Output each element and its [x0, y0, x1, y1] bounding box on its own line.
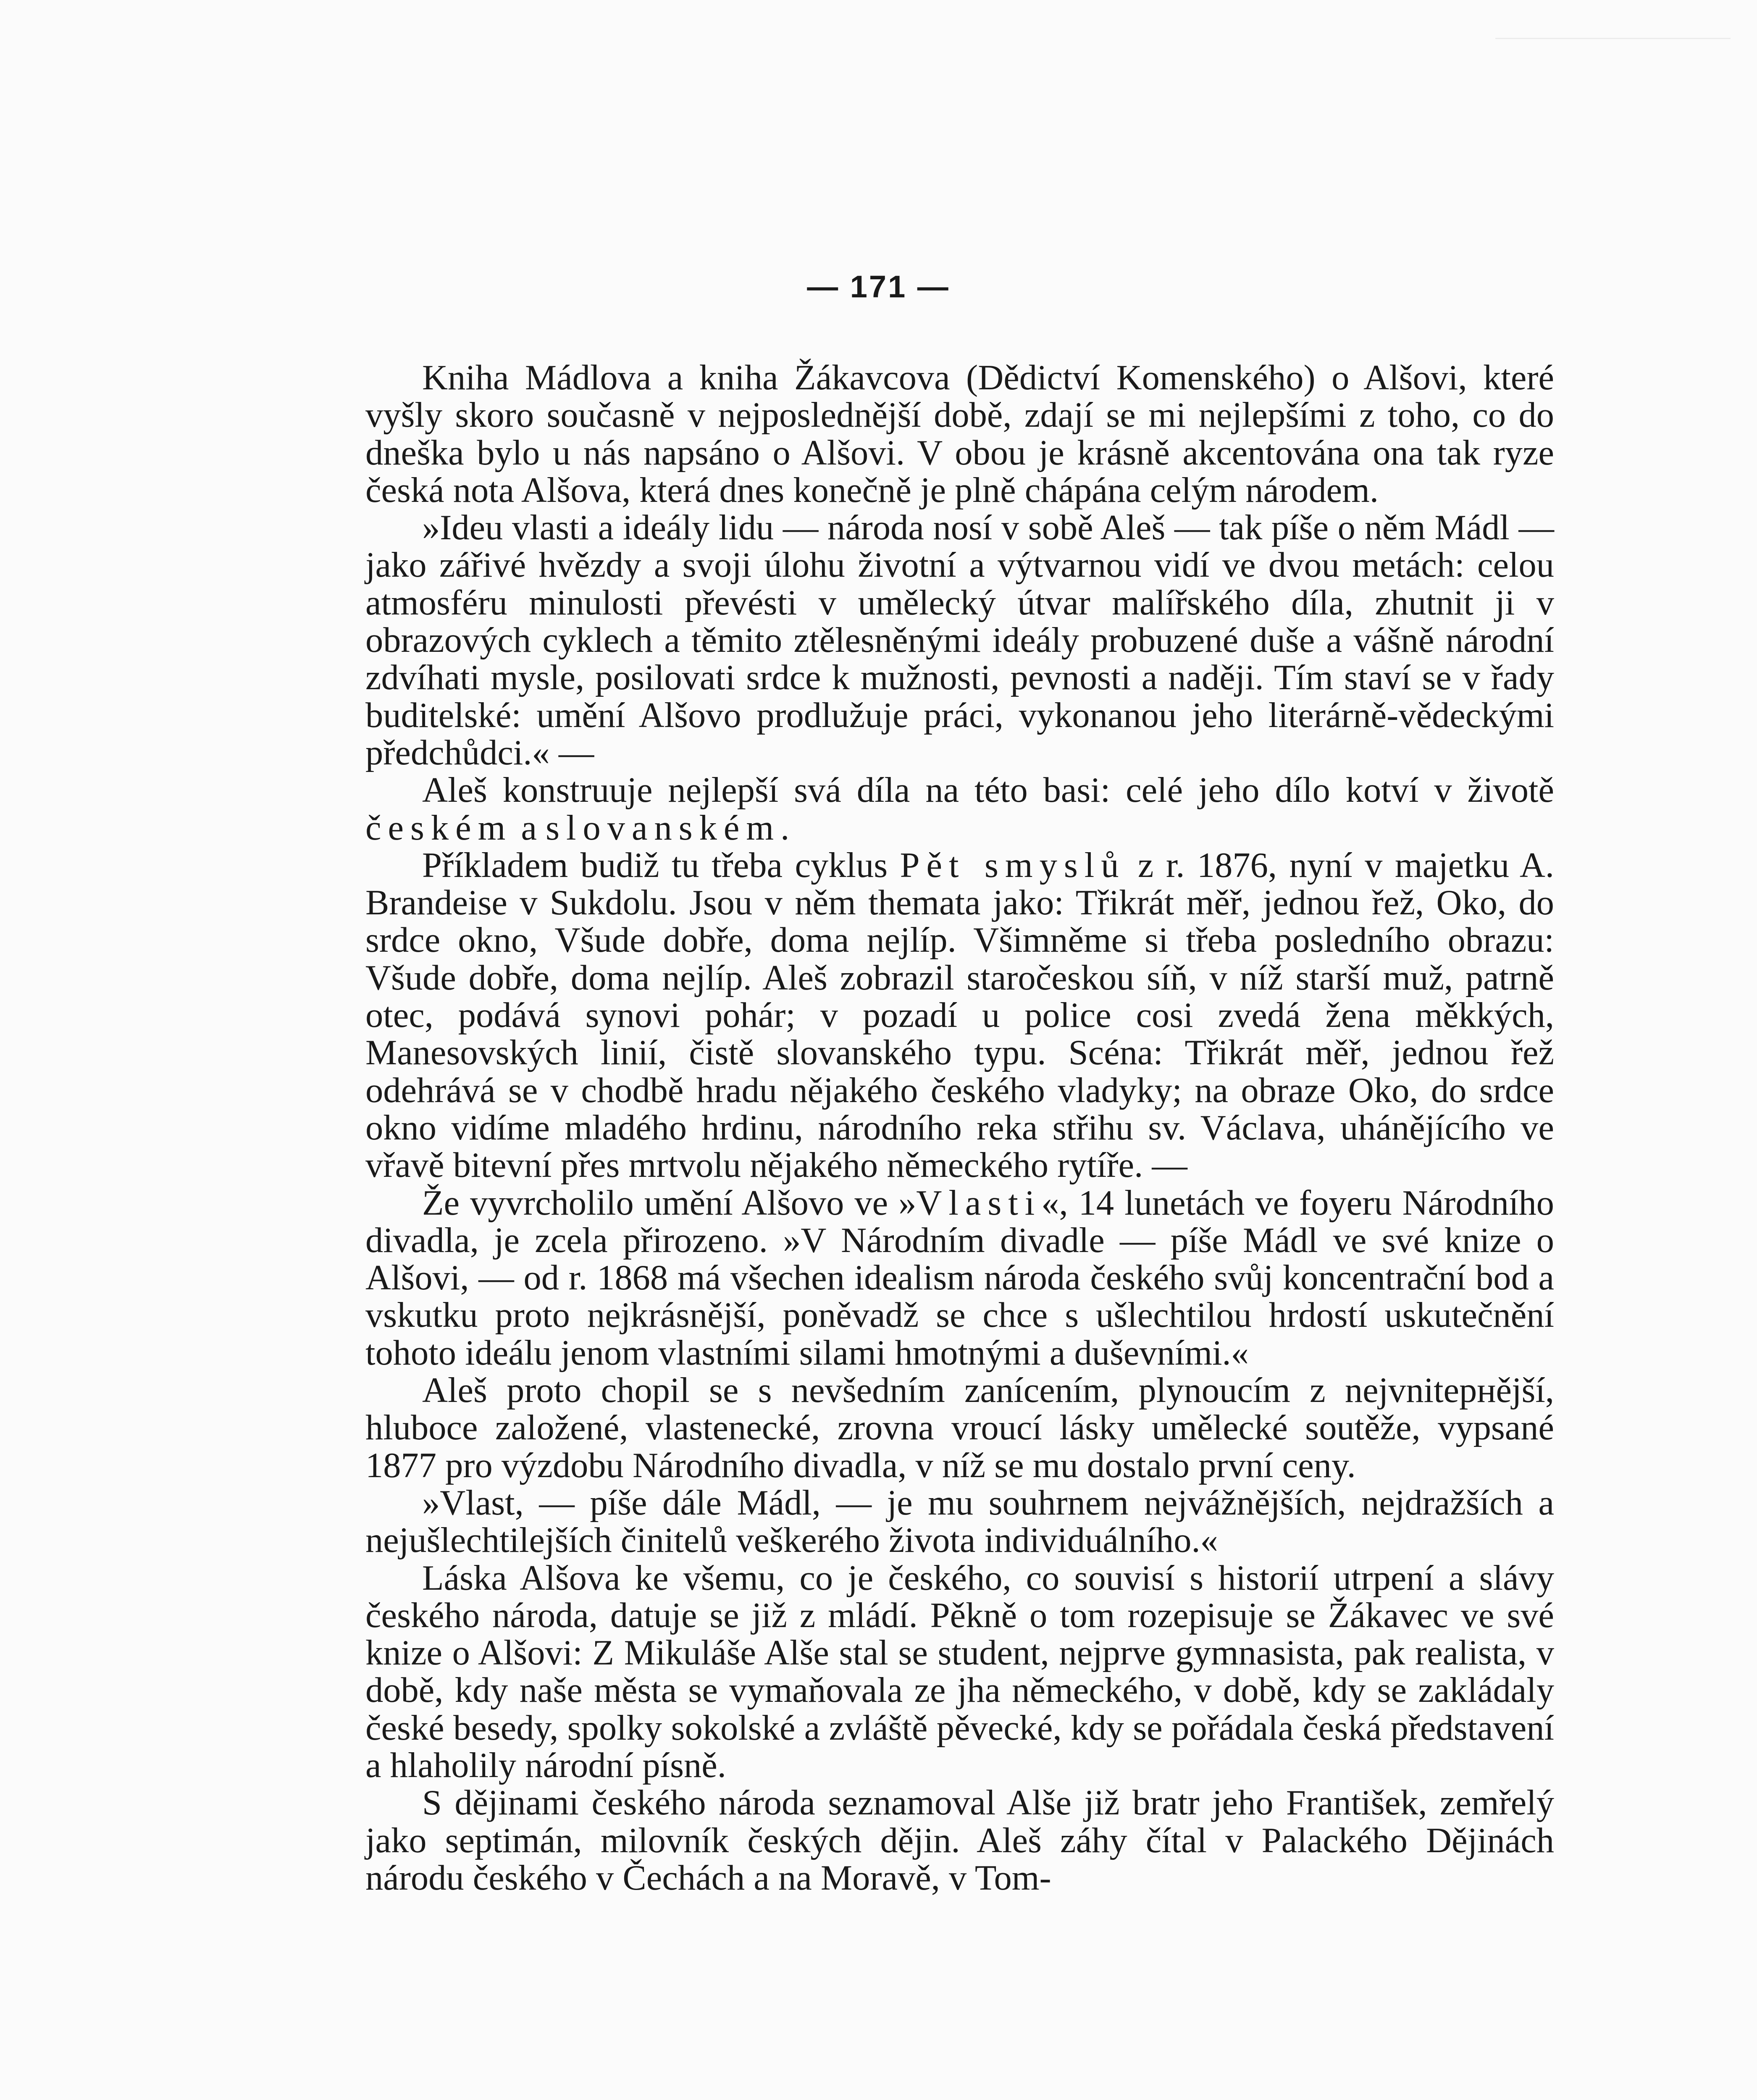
- paragraph-9: S dějinami českého národa seznamoval Alše již bratr jeho František, zemřelý jako septimán, milovník českých dějin. Aleš záhy čítal v Palackého Dějinách národu českého v Čechách a na Moravě, v Tom-: [365, 1783, 1554, 1898]
- paragraph-5-text-before: Že vyvrcholilo umění Alšovo ve »: [422, 1183, 917, 1223]
- paragraph-3: [365, 772, 1554, 847]
- paragraph-6: Aleš proto chopil se s nevšedním zanícením, plynoucím z nejvnitернější, hluboce založené, vlastenecké, zrovna vroucí lásky umělecké soutěže, vypsané 1877 pro výzdobu Národního divadla, v níž se mu dostalo první ceny.: [365, 1371, 1554, 1485]
- paragraph-4-text-after: z r. 1876, nyní v majetku A. Brandeise v Sukdolu. Jsou v něm themata jako: Třikrát měř, jednou řež, Oko, do srdce okno, Všude dobře, doma nejlíp. Všimněme si třeba posledního obrazu: Všude dobře, doma nejlíp. Aleš zobrazil staročeskou síň, v níž starší muž, patrně otec, podává synovi pohár; v pozadí u police cosi zvedá žena měkkých, Manesovských linií, čistě slovanského typu. Scéna: Třikrát měř, jednou řež odehrává se v chodbě hradu nějakého českého vladyky; na obraze Oko, do srdce okno vidíme mladého hrdinu, národního reka střihu sv. Václava, uhánějícího ve vřavě bitevní přes mrtvolu nějakého německého rytíře. —: [365, 845, 1555, 1185]
- paragraph-7: »Vlast, — píše dále Mádl, — je mu souhrnem nejvážnějších, nejdražších a nejušlechtilejších činitelů veškerého života individuálního.«: [365, 1483, 1554, 1560]
- paragraph-3-text-between: a: [512, 808, 546, 848]
- paragraph-2: »Ideu vlasti a ideály lidu — národa nosí v sobě Aleš — tak píše o něm Mádl — jako zářivé hvězdy a svoji úlohu životní a výtvarnou vidí ve dvou metách: celou atmosféru minulosti převésti v umělecký útvar malířského díla, zhutnit ji v obrazových cyklech a těmito ztělesněnými ideály probuzené duše a vášně národní zdvíhati mysle, posilovati srdce k mužnosti, pevnosti a naději. Tím staví se v řady buditelské: umění Alšovo prodlužuje práci, vykonanou jeho literárně-vědeckými předchůdci.« —: [365, 508, 1554, 772]
- paragraph-4: [365, 847, 1554, 1184]
- paragraph-5-spaced-title: Vlasti: [916, 1183, 1042, 1223]
- paragraph-4-spaced-title: Pět smyslů: [900, 845, 1126, 885]
- paragraph-5-text-after: «, 14 lunetách ve foyeru Národního divadla, je zcela přirozeno. »V Národním divadle — píše Mádl ve své knize o Alšovi, — od r. 1868 má všechen idealism národa českého svůj koncentrační bod a vskutku proto nejkrásnější, poněvadž se chce s ušlechtilou hrdostí uskutečnění tohoto ideálu jenom vlastními silami hmotnými a duševními.«: [365, 1183, 1554, 1373]
- paragraph-4-text-before: Příkladem budiž tu třeba cyklus: [422, 845, 900, 885]
- paragraph-3-spaced-ceskem: českém: [365, 808, 512, 848]
- paragraph-1: Kniha Mádlova a kniha Žákavcova (Dědictví Komenského) o Alšovi, které vyšly skoro současně v nejposlednější době, zdají se mi nejlepšími z toho, co do dneška bylo u nás napsáno o Alšovi. V obou je krásně akcentována ona tak ryze česká nota Alšova, která dnes konečně je plně chápána celým národem.: [365, 358, 1554, 510]
- paragraph-8: Láska Alšova ke všemu, co je českého, co souvisí s historií utrpení a slávy českého národa, datuje se již z mládí. Pěkně o tom rozepisuje se Žákavec ve své knize o Alšovi: Z Mikuláše Alše stal se student, nejprve gymnasista, pak realista, v době, kdy naše města se vymaňovala ze jha německého, v době, kdy se zakládaly české besedy, spolky sokolské a zvláště pěvecké, kdy se pořádala česká představení a hlaholily národní písně.: [365, 1558, 1554, 1785]
- scan-artifact: [1495, 13, 1731, 39]
- body-text: [365, 359, 1554, 1897]
- page-number: — 171 —: [807, 269, 950, 304]
- paragraph-3-text-after: .: [780, 808, 790, 848]
- paragraph-3-spaced-slovanskem: slovanském: [546, 808, 781, 848]
- paragraph-5: [365, 1184, 1554, 1372]
- paragraph-3-text-before: Aleš konstruuje nejlepší svá díla na této basi: celé jeho dílo kotví v životě: [422, 771, 1554, 810]
